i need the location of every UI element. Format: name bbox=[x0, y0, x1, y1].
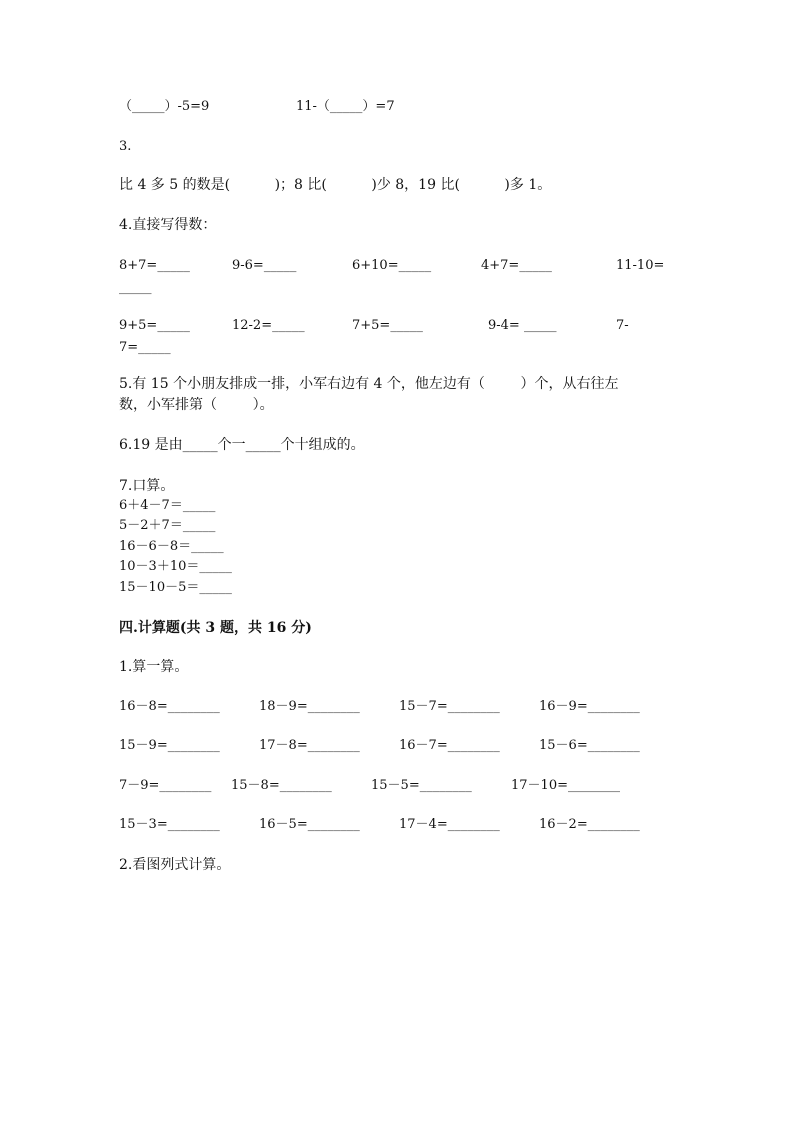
calc1-item: 16－9=________ bbox=[539, 699, 640, 714]
q3-label: 3. bbox=[119, 139, 132, 154]
q4-item-wrap: 7=_____ bbox=[119, 340, 171, 355]
calc1-item: 16－7=________ bbox=[399, 738, 500, 753]
calc1-item: 15－6=________ bbox=[539, 738, 640, 753]
q4-item: 9+5=_____ bbox=[119, 318, 190, 333]
q7-item: 16－6－8＝_____ bbox=[119, 539, 224, 554]
top-equation-2: 11-（_____）=7 bbox=[296, 99, 395, 114]
calc1-item: 15－9=________ bbox=[119, 738, 220, 753]
q4-item: 6+10=_____ bbox=[352, 258, 432, 273]
calc1-item: 16－5=________ bbox=[259, 817, 360, 832]
q5-line-2: 数，小军排第（ ）。 bbox=[119, 397, 274, 413]
calc1-item: 18－9=________ bbox=[259, 699, 360, 714]
top-equation-1: （_____）-5=9 bbox=[119, 99, 210, 114]
calc1-item: 15－7=________ bbox=[399, 699, 500, 714]
q7-item: 15－10－5＝_____ bbox=[119, 580, 232, 595]
calc1-item: 17－4=________ bbox=[399, 817, 500, 832]
q4-item: 11-10= bbox=[616, 258, 665, 273]
q6-text: 6.19 是由_____个一_____个十组成的。 bbox=[119, 437, 365, 453]
calc1-item: 17－8=________ bbox=[259, 738, 360, 753]
q7-label: 7.口算。 bbox=[119, 478, 175, 494]
q7-item: 10－3＋10＝_____ bbox=[119, 559, 232, 574]
q7-item: 5－2＋7＝_____ bbox=[119, 518, 216, 533]
q5-line-1: 5.有 15 个小朋友排成一排，小军右边有 4 个，他左边有（ ）个，从右往左 bbox=[119, 376, 619, 392]
q4-item: 9-4= _____ bbox=[488, 318, 557, 333]
calc1-item: 17－10=________ bbox=[511, 778, 620, 793]
q3-text: 比 4 多 5 的数是( )；8 比( )少 8，19 比( )多 1。 bbox=[119, 177, 552, 193]
calc1-item: 15－5=________ bbox=[371, 778, 472, 793]
calc1-item: 16－2=________ bbox=[539, 817, 640, 832]
calc2-label: 2.看图列式计算。 bbox=[119, 857, 231, 873]
section-4-title: 四.计算题(共 3 题，共 16 分) bbox=[119, 620, 312, 636]
q7-item: 6＋4－7＝_____ bbox=[119, 498, 216, 513]
q4-label: 4.直接写得数： bbox=[119, 217, 217, 233]
calc1-item: 15－3=________ bbox=[119, 817, 220, 832]
q4-item: 12-2=_____ bbox=[232, 318, 305, 333]
q4-item: 4+7=_____ bbox=[481, 258, 552, 273]
q4-item-wrap: _____ bbox=[119, 280, 152, 295]
q4-item: 8+7=_____ bbox=[119, 258, 190, 273]
calc1-item: 7－9=________ bbox=[119, 778, 212, 793]
q4-item: 9-6=_____ bbox=[232, 258, 297, 273]
q4-item: 7+5=_____ bbox=[352, 318, 423, 333]
calc1-item: 16－8=________ bbox=[119, 699, 220, 714]
q4-item: 7- bbox=[616, 318, 629, 333]
calc1-label: 1.算一算。 bbox=[119, 659, 189, 675]
calc1-item: 15－8=________ bbox=[231, 778, 332, 793]
